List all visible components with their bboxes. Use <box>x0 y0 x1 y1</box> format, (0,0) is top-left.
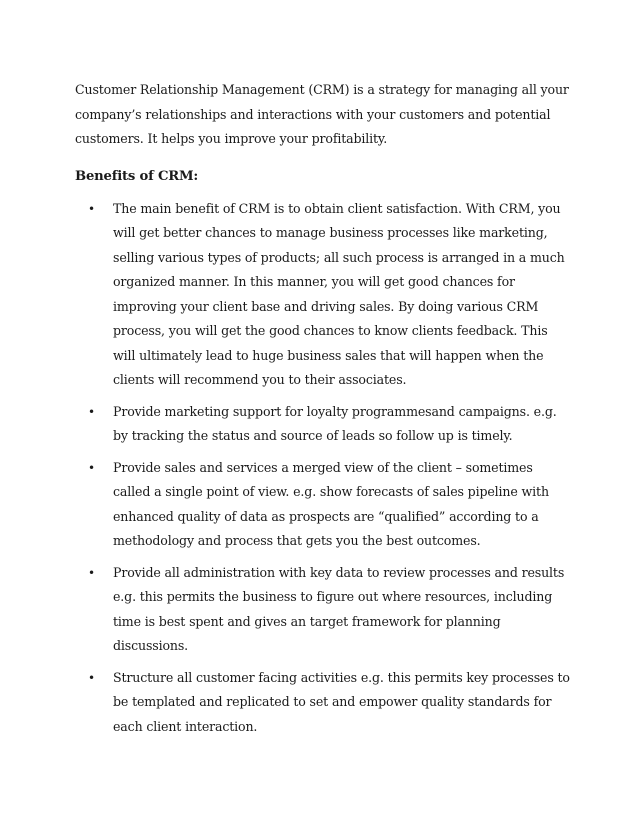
list-item <box>75 666 570 740</box>
intro-paragraph: Customer Relationship Management (CRM) is a strategy for managing all your company’s relationships and interactions with your customers and potential customers. It helps you improve your profitability. <box>75 82 569 146</box>
list-item <box>75 456 570 554</box>
document-page <box>75 78 570 746</box>
list-item-text: The main benefit of CRM is to obtain client satisfaction. With CRM, you will get better chances to manage business processes like marketing, selling various types of products; all such process is arranged in a much organized manner. In this manner, you will get good chances for improving your client base and driving sales. By doing various CRM process, you will get the good chances to know clients feedback. This will ultimately lead to huge business sales that will happen when the clients will recommend you to their associates. <box>113 200 565 387</box>
section-heading: Benefits of CRM: <box>75 168 199 184</box>
list-item <box>75 400 570 449</box>
list-item <box>75 197 570 393</box>
bullet-icon: • <box>88 404 96 419</box>
benefits-list <box>75 197 570 740</box>
list-item-text: Provide sales and services a merged view of the client – sometimes called a single point of view. e.g. show forecasts of sales pipeline with enhanced quality of data as prospects are “qualified” according to a methodology and process that gets you the best outcomes. <box>113 459 549 548</box>
list-item-text: Provide all administration with key data to review processes and results e.g. this permits the business to figure out where resources, including time is best spent and gives an target framework for planning discussions. <box>113 564 565 653</box>
bullet-icon: • <box>88 565 96 580</box>
bullet-icon: • <box>88 670 96 685</box>
list-item-text: Provide marketing support for loyalty programmesand campaigns. e.g. by tracking the status and source of leads so follow up is timely. <box>113 403 557 443</box>
list-item <box>75 561 570 659</box>
list-item-text: Structure all customer facing activities e.g. this permits key processes to be templated and replicated to set and empower quality standards for each client interaction. <box>113 669 570 734</box>
bullet-icon: • <box>88 460 96 475</box>
bullet-icon: • <box>88 201 96 216</box>
